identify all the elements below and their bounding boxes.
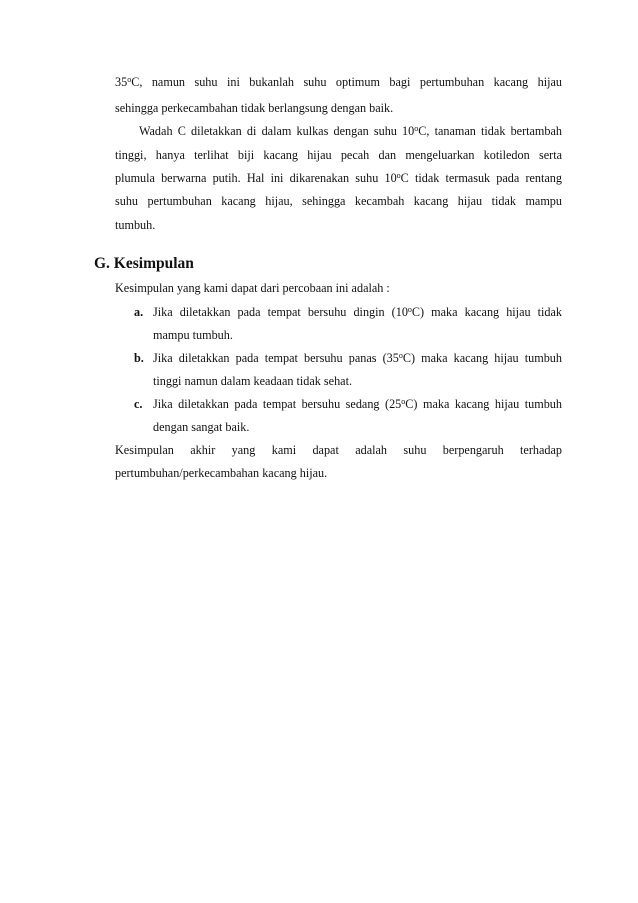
degree-symbol: o: [407, 305, 412, 314]
text-fragment: plumula berwarna putih. Hal ini dikarenakan suhu 10: [115, 171, 397, 185]
text-fragment: C, tanaman tidak bertambah: [418, 124, 563, 138]
degree-symbol: o: [401, 397, 406, 406]
text-fragment: Jika diletakkan pada tempat bersuhu dingin (10: [153, 305, 408, 319]
list-marker-a: a.: [134, 305, 144, 319]
paragraph-wadah-line-5: tumbuh.: [115, 218, 156, 232]
list-item-c-line-1: [153, 396, 562, 412]
text-fragment: Jika diletakkan pada tempat bersuhu sedang (25: [153, 397, 402, 411]
paragraph-top-line-1: [115, 74, 562, 90]
text-fragment: C tidak termasuk pada rentang: [400, 171, 562, 185]
text-fragment: C) maka kacang hijau tidak: [411, 305, 562, 319]
list-marker-c: c.: [134, 397, 143, 411]
text-fragment: C) maka kacang hijau tumbuh: [405, 397, 562, 411]
list-marker-b: b.: [134, 351, 144, 365]
list-item-b-line-2: tinggi namun dalam keadaan tidak sehat.: [153, 374, 352, 388]
section-heading: G. Kesimpulan: [94, 255, 194, 272]
text-fragment: Kesimpulan akhir yang kami dapat adalah suhu berpengaruh terhadap: [115, 443, 562, 457]
paragraph-top-line-2: sehingga perkecambahan tidak berlangsung dengan baik.: [115, 101, 394, 115]
degree-symbol: o: [127, 75, 132, 84]
text-fragment: tinggi, hanya terlihat biji kacang hijau pecah dan mengeluarkan kotiledon serta: [115, 148, 562, 162]
text-fragment: suhu pertumbuhan kacang hijau, sehingga kecambah kacang hijau tidak mampu: [115, 194, 562, 208]
paragraph-wadah-line-4: [115, 193, 562, 209]
text-fragment: C, namun suhu ini bukanlah suhu optimum bagi pertumbuhan kacang hijau: [131, 75, 562, 89]
list-item-b-line-1: [153, 350, 562, 366]
text-fragment: C) maka kacang hijau tumbuh: [402, 351, 562, 365]
closing-line-1: [115, 442, 562, 458]
text-fragment: Wadah C diletakkan di dalam kulkas dengan suhu 10: [139, 124, 415, 138]
text-fragment: Jika diletakkan pada tempat bersuhu panas (35: [153, 351, 399, 365]
text-35: 35: [115, 75, 128, 89]
list-item-c-line-2: dengan sangat baik.: [153, 420, 250, 434]
list-item-a-line-2: mampu tumbuh.: [153, 328, 233, 342]
degree-symbol: o: [396, 171, 401, 180]
conclusion-intro: Kesimpulan yang kami dapat dari percobaan ini adalah :: [115, 281, 390, 295]
degree-symbol: o: [398, 351, 403, 360]
degree-symbol: o: [414, 124, 419, 133]
paragraph-wadah-line-1: [139, 123, 562, 139]
list-item-a-line-1: [153, 304, 562, 320]
paragraph-wadah-line-2: [115, 147, 562, 163]
closing-line-2: pertumbuhan/perkecambahan kacang hijau.: [115, 466, 328, 480]
paragraph-wadah-line-3: [115, 170, 562, 186]
